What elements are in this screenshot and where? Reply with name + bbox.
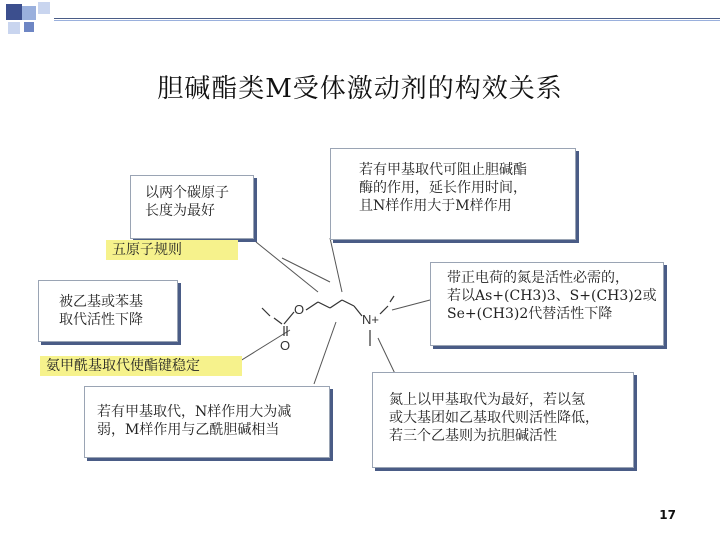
box-line: 取代活性下降	[59, 312, 143, 328]
bond	[284, 312, 294, 324]
carbonyl-oxygen-label: O	[280, 338, 291, 353]
bond	[354, 306, 362, 316]
box-ethyl-phenyl	[38, 280, 178, 342]
pointer-line	[330, 238, 342, 292]
bond	[318, 302, 330, 308]
bond	[306, 302, 318, 310]
box-methyl-substitution-top	[330, 148, 576, 240]
ester-oxygen-label: O	[294, 302, 305, 317]
pointer-line	[314, 322, 336, 384]
box-line: 酶的作用，延长作用时间，	[359, 180, 527, 196]
box-chain-length	[130, 175, 254, 239]
box-line: 弱，M样作用与乙酰胆碱相当	[97, 422, 280, 438]
page-number: 17	[659, 508, 676, 522]
box-line: 或大基团如乙基取代则活性降低，	[389, 410, 599, 426]
bond	[262, 308, 270, 316]
box-line: 若有甲基取代可阻止胆碱酯	[359, 162, 527, 178]
bond	[380, 306, 388, 314]
box-line: 若以As+(CH3)3、S+(CH3)2或	[447, 288, 657, 304]
bond	[330, 300, 342, 308]
box-line: 以两个碳原子	[145, 185, 229, 201]
box-line: 长度为最好	[145, 203, 215, 219]
bond	[274, 318, 282, 324]
box-line: 若有甲基取代，N样作用大为减	[97, 404, 292, 420]
bond	[342, 300, 354, 306]
pointer-line	[282, 258, 330, 282]
box-methyl-substitution-bottom	[84, 386, 330, 458]
pointer-line	[392, 300, 430, 310]
box-line: 且N样作用大于M样作用	[359, 198, 512, 214]
slide-title: 胆碱酯类M受体激动剂的构效关系	[157, 74, 563, 104]
box-line: Se+(CH3)2代替活性下降	[447, 306, 613, 322]
carbamoyl-label: 氨甲酰基取代使酯键稳定	[40, 356, 242, 376]
bond	[390, 296, 394, 302]
five-atom-rule-label: 五原子规则	[106, 240, 238, 260]
pointer-line	[256, 242, 318, 292]
box-line: 若三个乙基则为抗胆碱活性	[389, 428, 557, 444]
box-positive-nitrogen	[430, 262, 664, 346]
box-line: 氮上以甲基取代为最好，若以氢	[389, 392, 585, 408]
nitrogen-label: N+	[362, 312, 379, 327]
box-nitrogen-substituents	[372, 372, 634, 468]
box-line: 被乙基或苯基	[59, 294, 143, 310]
box-line: 带正电荷的氮是活性必需的，	[447, 270, 629, 286]
